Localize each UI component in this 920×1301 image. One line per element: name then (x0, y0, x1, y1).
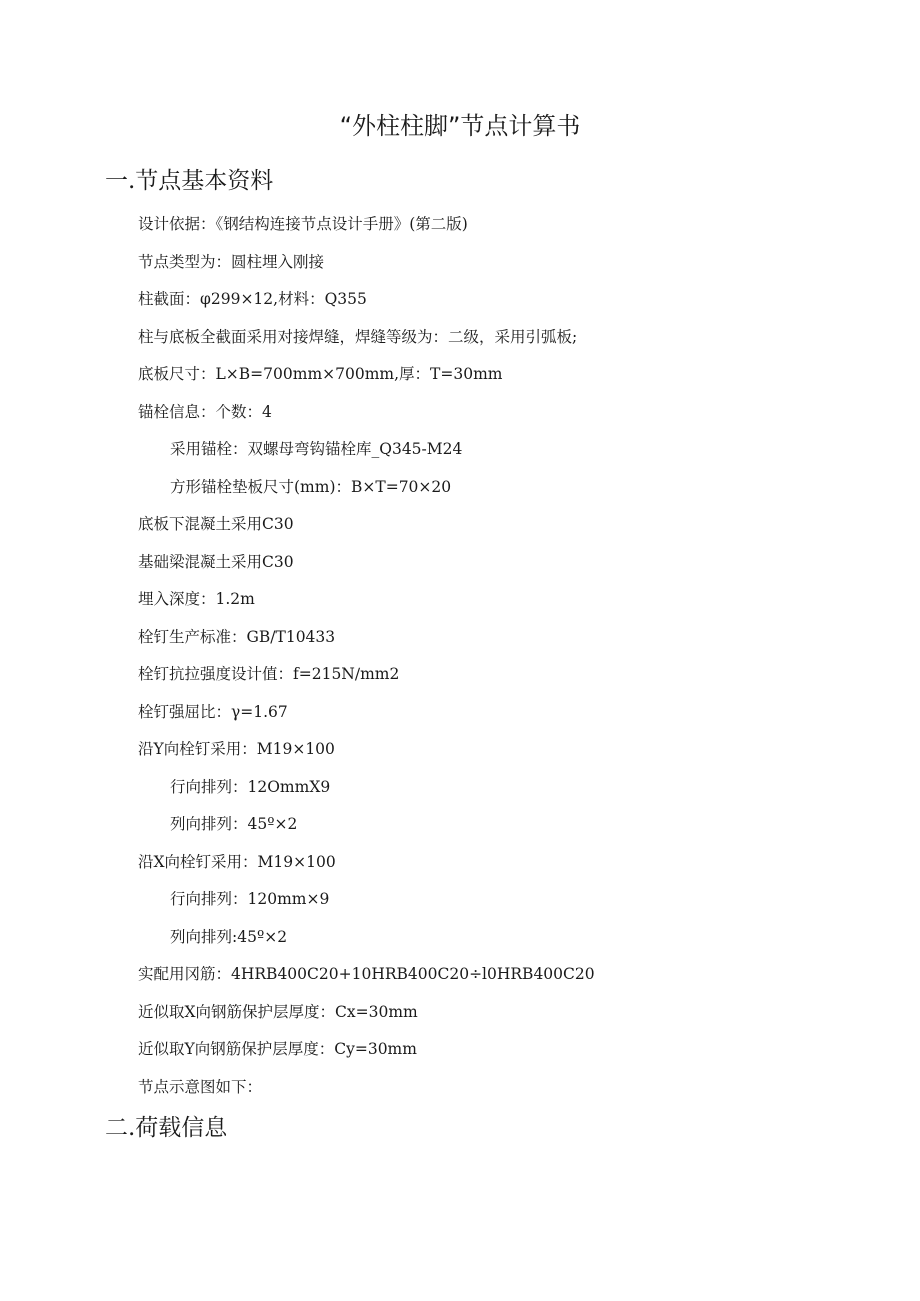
page-title: “外柱柱脚”节点计算书 (339, 112, 581, 140)
cover-y-line: 近似取Y向钢筋保护层厚度：Cy=30mm (138, 1040, 417, 1058)
section-heading-basic-info: 一.节点基本资料 (105, 168, 274, 194)
stud-x-row-arrangement-line: 行向排列：120mm×9 (170, 890, 330, 908)
stud-standard-line: 栓钉生产标准：GB/T10433 (138, 627, 336, 646)
stud-x-column-arrangement-line: 列向排列:45º×2 (170, 927, 288, 946)
anchor-type-line: 采用锚栓：双螺母弯钩锚栓库_Q345-M24 (170, 440, 463, 458)
node-type-line: 节点类型为：圆柱埋入刚接 (138, 252, 325, 271)
concrete-under-plate-line: 底板下混凝土采用C30 (138, 515, 294, 533)
base-plate-size-line: 底板尺寸：L×B=700mm×700mm,厚：T=30mm (138, 365, 503, 383)
stud-x-direction-line: 沿X向栓钉采用：M19×100 (138, 852, 336, 871)
embed-depth-line: 埋入深度：1.2m (138, 590, 255, 608)
rebar-config-line: 实配用冈筋：4HRB400C20+10HRB400C20÷l0HRB400C20 (138, 965, 595, 983)
weld-info-line: 柱与底板全截面采用对接焊缝，焊缝等级为：二级，采用引弧板; (138, 327, 578, 346)
stud-y-column-arrangement-line: 列向排列：45º×2 (170, 815, 298, 833)
stud-y-direction-line: 沿Y向栓钉采用：M19×100 (138, 740, 335, 758)
anchor-washer-size-line: 方形锚栓垫板尺寸(mm)：B×T=70×20 (170, 477, 452, 496)
anchor-info-line: 锚栓信息：个数：4 (138, 402, 272, 421)
stud-tensile-strength-line: 栓钉抗拉强度设计值：f=215N∕mm2 (138, 665, 400, 683)
design-basis-line: 设计依据：《钢结构连接节点设计手册》(第二版) (138, 215, 468, 233)
stud-y-row-arrangement-line: 行向排列：12OmmX9 (170, 777, 331, 796)
column-section-line: 柱截面：φ299×12,材料：Q355 (138, 290, 367, 308)
basic-info-list (0, 206, 920, 1106)
cover-x-line: 近似取X向钢筋保护层厚度：Cx=30mm (138, 1002, 418, 1021)
node-diagram-caption-line: 节点示意图如下： (138, 1077, 263, 1096)
section-heading-load-info: 二.荷载信息 (105, 1115, 228, 1141)
stud-yield-ratio-line: 栓钉强屈比：γ=1.67 (138, 702, 288, 721)
foundation-beam-concrete-line: 基础梁混凝土采用C30 (138, 552, 294, 571)
